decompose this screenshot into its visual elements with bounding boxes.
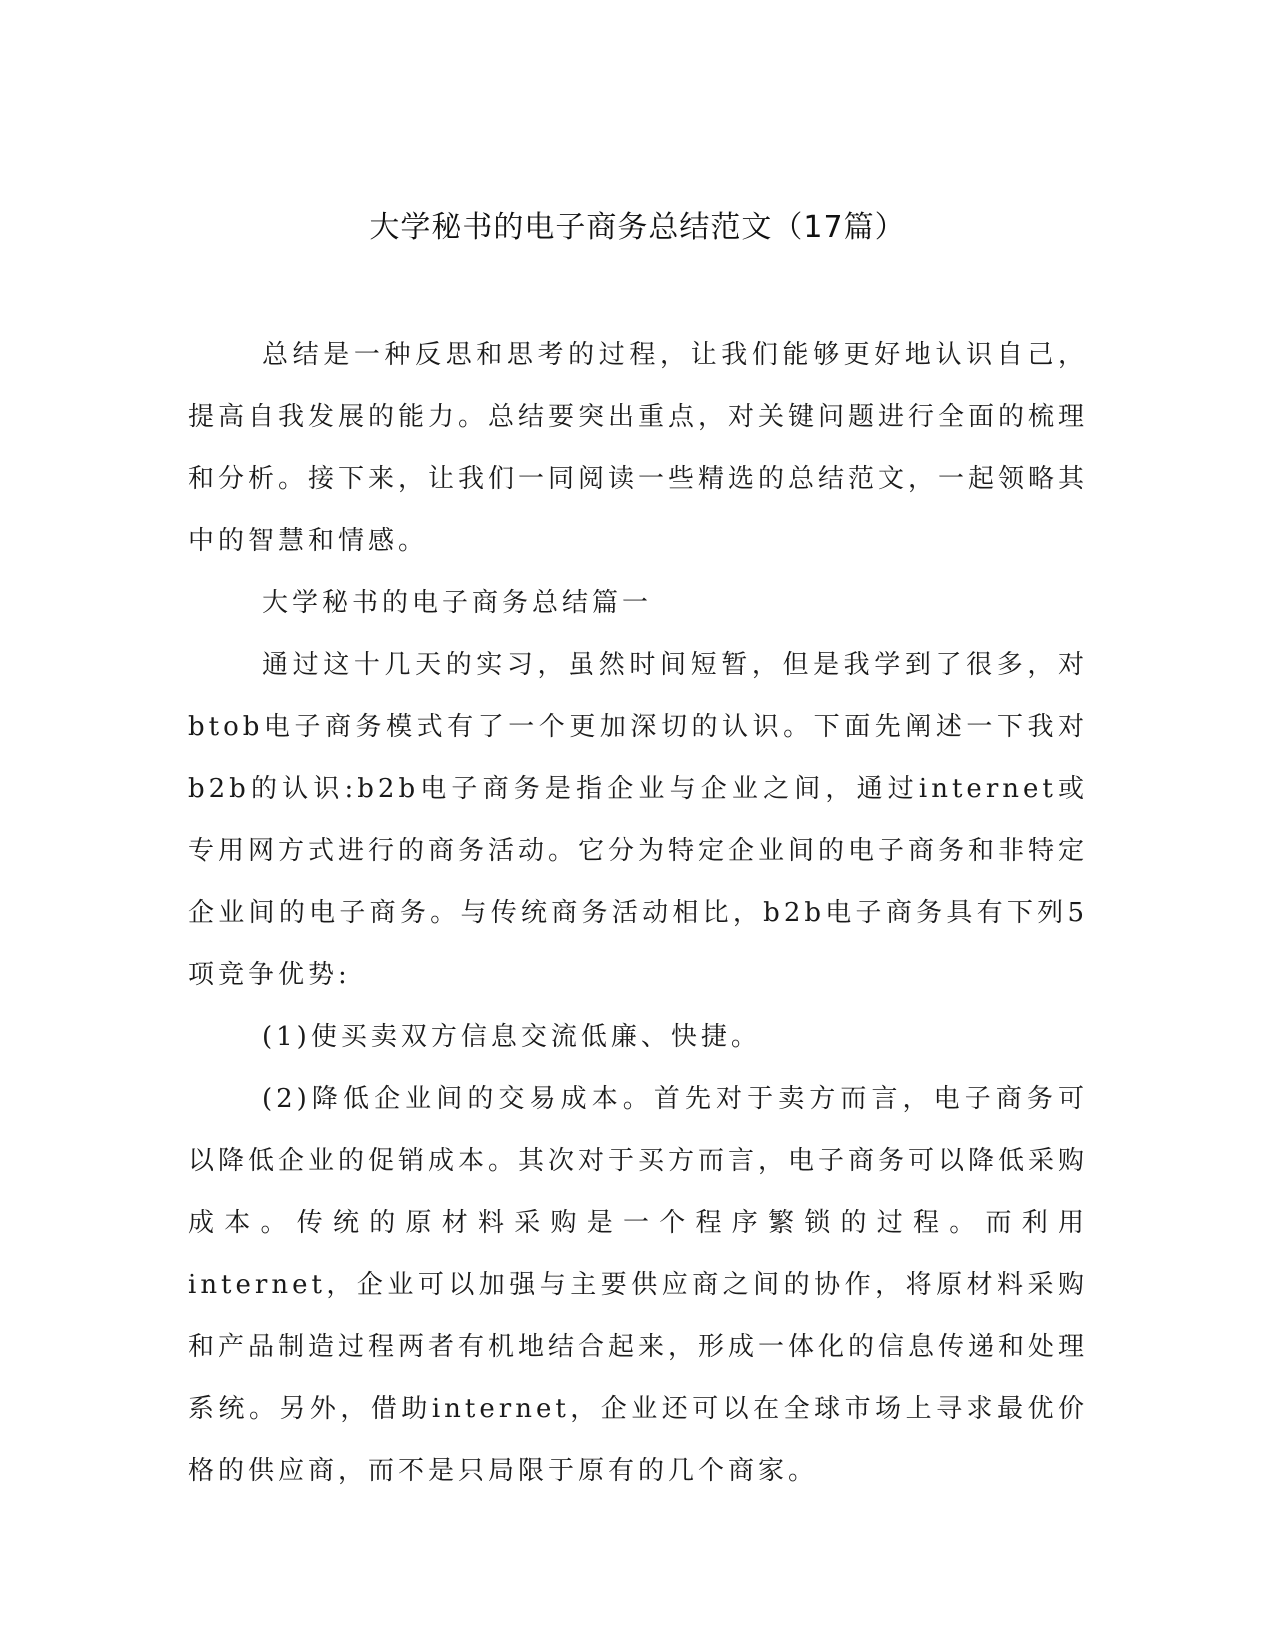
intro-paragraph: 总结是一种反思和思考的过程，让我们能够更好地认识自己，提高自我发展的能力。总结要突出重点，对关键问题进行全面的梳理和分析。接下来，让我们一同阅读一些精选的总结范文，一起领略其中的智慧和情感。 xyxy=(188,340,1089,556)
body-paragraph: 通过这十几天的实习，虽然时间短暂，但是我学到了很多，对btob电子商务模式有了一个更加深切的认识。下面先阐述一下我对b2b的认识:b2b电子商务是指企业与企业之间，通过internet或专用网方式进行的商务活动。它分为特定企业间的电子商务和非特定企业间的电子商务。与传统商务活动相比，b2b电子商务具有下列5项竞争优势: xyxy=(188,650,1089,990)
list-item-2: (2)降低企业间的交易成本。首先对于卖方而言，电子商务可以降低企业的促销成本。其次对于买方而言，电子商务可以降低采购成本。传统的原材料采购是一个程序繁锁的过程。而利用internet，企业可以加强与主要供应商之间的协作，将原材料采购和产品制造过程两者有机地结合起来，形成一体化的信息传递和处理系统。另外，借助internet，企业还可以在全球市场上寻求最优价格的供应商，而不是只局限于原有的几个商家。 xyxy=(188,1084,1089,1486)
document-title: 大学秘书的电子商务总结范文（17篇） xyxy=(369,210,906,245)
document-body xyxy=(188,324,1088,1502)
section-heading: 大学秘书的电子商务总结篇一 xyxy=(262,588,653,618)
list-item-1: (1)使买卖双方信息交流低廉、快捷。 xyxy=(262,1022,761,1052)
